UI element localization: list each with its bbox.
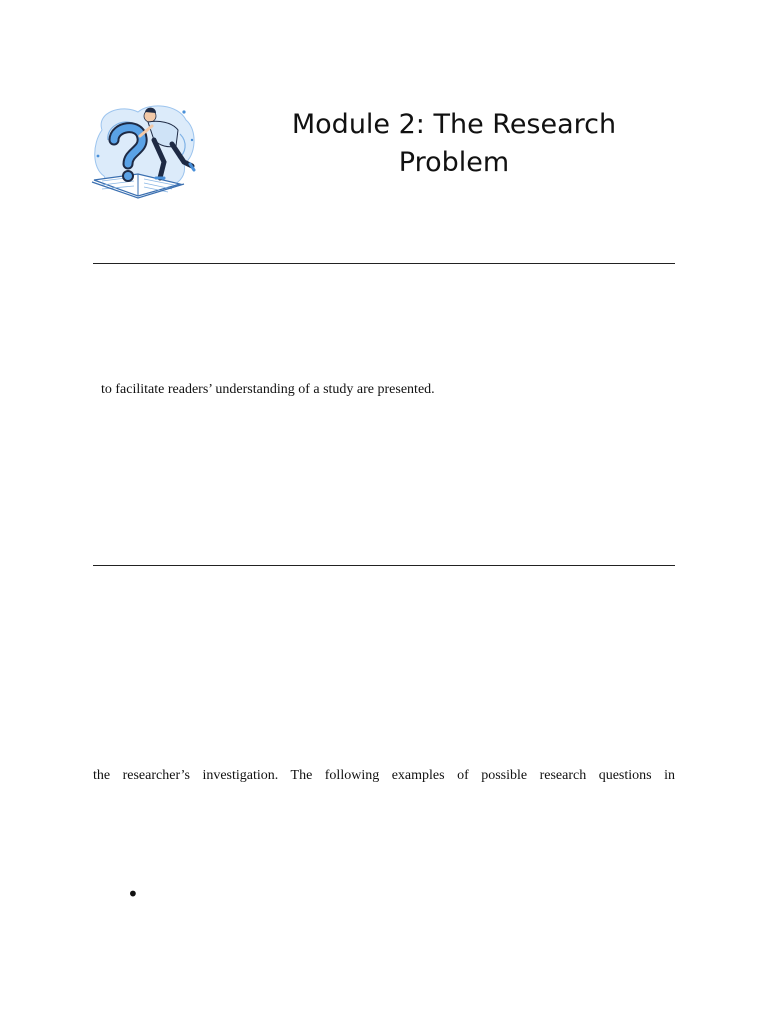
module-title xyxy=(276,106,632,182)
paragraph-fragment-2: the researcher’s investigation. The following examples of possible research questions in xyxy=(93,768,675,783)
module-title-line-1: Module 2: The Research xyxy=(291,109,617,140)
horizontal-divider-middle xyxy=(93,565,675,566)
module-title-line-2: Problem xyxy=(398,147,510,178)
person-reading-question-mark-icon xyxy=(88,100,200,202)
paragraph-fragment-1: to facilitate readers’ understanding of a study are presented. xyxy=(101,382,435,397)
horizontal-divider-top xyxy=(93,263,675,264)
bullet-point: • xyxy=(127,882,139,906)
